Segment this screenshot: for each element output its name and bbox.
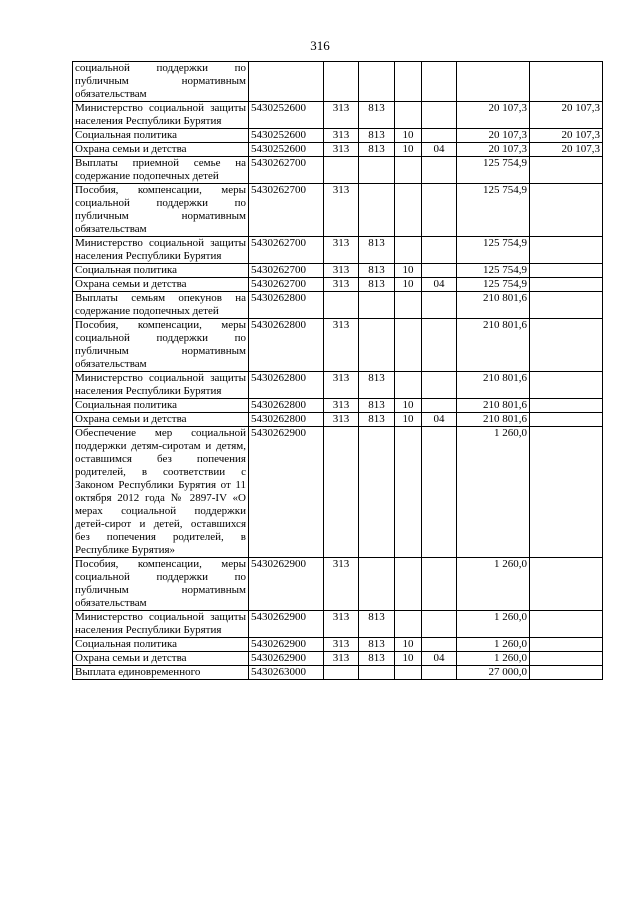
section-code-cell [324,427,359,558]
subchapter-code-cell: 04 [422,143,457,157]
ministry-code-cell [359,427,395,558]
chapter-code-cell: 10 [395,652,422,666]
subchapter-code-cell [422,129,457,143]
subchapter-code-cell [422,427,457,558]
amount-secondary-cell [530,372,603,399]
amount-cell: 210 801,6 [457,372,530,399]
ministry-code-cell [359,62,395,102]
section-code-cell: 313 [324,611,359,638]
table-row [73,399,603,413]
subchapter-code-cell [422,62,457,102]
amount-secondary-cell [530,237,603,264]
target-code-cell: 5430262700 [249,237,324,264]
chapter-code-cell [395,319,422,372]
subchapter-code-cell: 04 [422,413,457,427]
ministry-code-cell: 813 [359,638,395,652]
amount-cell: 20 107,3 [457,102,530,129]
row-name-cell: Социальная политика [73,264,249,278]
target-code-cell: 5430263000 [249,666,324,680]
section-code-cell: 313 [324,399,359,413]
chapter-code-cell: 10 [395,399,422,413]
target-code-cell: 5430262900 [249,558,324,611]
amount-secondary-cell [530,427,603,558]
target-code-cell: 5430262800 [249,399,324,413]
table-body [73,62,603,680]
row-name-cell: Охрана семьи и детства [73,652,249,666]
amount-cell: 20 107,3 [457,129,530,143]
chapter-code-cell [395,157,422,184]
table-row [73,184,603,237]
section-code-cell: 313 [324,558,359,611]
amount-cell: 1 260,0 [457,558,530,611]
ministry-code-cell: 813 [359,413,395,427]
row-name-cell: Социальная политика [73,638,249,652]
amount-secondary-cell [530,62,603,102]
target-code-cell: 5430262900 [249,611,324,638]
chapter-code-cell [395,558,422,611]
amount-secondary-cell [530,264,603,278]
row-name-cell: Министерство социальной защиты населения Республики Бурятия [73,102,249,129]
amount-cell: 20 107,3 [457,143,530,157]
target-code-cell: 5430262700 [249,278,324,292]
section-code-cell: 313 [324,237,359,264]
amount-cell: 125 754,9 [457,184,530,237]
table-row [73,638,603,652]
row-name-cell: Министерство социальной защиты населения Республики Бурятия [73,237,249,264]
table-row [73,558,603,611]
chapter-code-cell [395,427,422,558]
row-name-cell: Выплата единовременного [73,666,249,680]
target-code-cell: 5430262700 [249,157,324,184]
section-code-cell: 313 [324,413,359,427]
ministry-code-cell [359,184,395,237]
subchapter-code-cell [422,264,457,278]
ministry-code-cell [359,319,395,372]
amount-cell: 1 260,0 [457,427,530,558]
section-code-cell [324,666,359,680]
table-row [73,292,603,319]
amount-secondary-cell [530,399,603,413]
ministry-code-cell [359,292,395,319]
subchapter-code-cell [422,102,457,129]
subchapter-code-cell [422,319,457,372]
ministry-code-cell: 813 [359,372,395,399]
row-name-cell: Выплаты семьям опекунов на содержание подопечных детей [73,292,249,319]
amount-cell: 210 801,6 [457,319,530,372]
target-code-cell: 5430262800 [249,413,324,427]
table-row [73,237,603,264]
ministry-code-cell [359,666,395,680]
amount-cell: 125 754,9 [457,264,530,278]
amount-cell: 1 260,0 [457,638,530,652]
target-code-cell: 5430262800 [249,319,324,372]
amount-secondary-cell [530,666,603,680]
section-code-cell [324,62,359,102]
ministry-code-cell: 813 [359,278,395,292]
ministry-code-cell: 813 [359,102,395,129]
budget-table [72,61,603,680]
target-code-cell: 5430262700 [249,264,324,278]
amount-cell: 27 000,0 [457,666,530,680]
subchapter-code-cell [422,666,457,680]
table-row [73,372,603,399]
amount-secondary-cell: 20 107,3 [530,102,603,129]
chapter-code-cell: 10 [395,413,422,427]
amount-cell: 1 260,0 [457,611,530,638]
chapter-code-cell [395,292,422,319]
subchapter-code-cell [422,372,457,399]
ministry-code-cell: 813 [359,143,395,157]
table-row [73,62,603,102]
subchapter-code-cell [422,611,457,638]
target-code-cell: 5430252600 [249,102,324,129]
amount-cell [457,62,530,102]
target-code-cell: 5430262800 [249,292,324,319]
row-name-cell: Пособия, компенсации, меры социальной поддержки по публичным нормативным обязательствам [73,319,249,372]
row-name-cell: Охрана семьи и детства [73,413,249,427]
table-row [73,413,603,427]
subchapter-code-cell [422,184,457,237]
target-code-cell: 5430262900 [249,652,324,666]
section-code-cell [324,292,359,319]
chapter-code-cell [395,372,422,399]
subchapter-code-cell [422,157,457,184]
section-code-cell: 313 [324,278,359,292]
amount-cell: 210 801,6 [457,292,530,319]
amount-secondary-cell [530,652,603,666]
chapter-code-cell: 10 [395,278,422,292]
amount-cell: 125 754,9 [457,237,530,264]
table-row [73,611,603,638]
table-row [73,264,603,278]
target-code-cell: 5430252600 [249,143,324,157]
amount-secondary-cell: 20 107,3 [530,143,603,157]
amount-cell: 210 801,6 [457,413,530,427]
target-code-cell [249,62,324,102]
row-name-cell: Министерство социальной защиты населения Республики Бурятия [73,611,249,638]
chapter-code-cell [395,184,422,237]
amount-cell: 125 754,9 [457,157,530,184]
table-row [73,319,603,372]
row-name-cell: Обеспечение мер социальной поддержки детям-сиротам и детям, оставшимся без попечения родителей, в соответствии с Законом Республики Бурятия от 11 октября 2012 года № 2897-IV «О мерах социальной поддержки детей-сирот и детей, оставшихся без попечения родителей, в Республике Бурятия» [73,427,249,558]
row-name-cell: Социальная политика [73,129,249,143]
section-code-cell: 313 [324,143,359,157]
amount-secondary-cell [530,319,603,372]
row-name-cell: Охрана семьи и детства [73,143,249,157]
table-row [73,143,603,157]
page-number: 316 [310,38,330,53]
chapter-code-cell [395,102,422,129]
amount-cell: 1 260,0 [457,652,530,666]
section-code-cell: 313 [324,184,359,237]
table-row [73,129,603,143]
section-code-cell: 313 [324,652,359,666]
row-name-cell: Социальная политика [73,399,249,413]
amount-secondary-cell: 20 107,3 [530,129,603,143]
amount-secondary-cell [530,278,603,292]
amount-secondary-cell [530,413,603,427]
amount-secondary-cell [530,558,603,611]
section-code-cell: 313 [324,372,359,399]
section-code-cell: 313 [324,319,359,372]
ministry-code-cell [359,157,395,184]
ministry-code-cell: 813 [359,264,395,278]
row-name-cell: Охрана семьи и детства [73,278,249,292]
row-name-cell: Министерство социальной защиты населения Республики Бурятия [73,372,249,399]
subchapter-code-cell: 04 [422,652,457,666]
row-name-cell: социальной поддержки по публичным нормативным обязательствам [73,62,249,102]
chapter-code-cell: 10 [395,143,422,157]
chapter-code-cell [395,237,422,264]
chapter-code-cell: 10 [395,264,422,278]
table-row [73,278,603,292]
amount-secondary-cell [530,638,603,652]
table-row [73,102,603,129]
ministry-code-cell: 813 [359,129,395,143]
chapter-code-cell: 10 [395,129,422,143]
ministry-code-cell [359,558,395,611]
section-code-cell: 313 [324,102,359,129]
amount-secondary-cell [530,611,603,638]
section-code-cell: 313 [324,264,359,278]
target-code-cell: 5430262900 [249,427,324,558]
amount-secondary-cell [530,184,603,237]
subchapter-code-cell [422,638,457,652]
table-row [73,652,603,666]
ministry-code-cell: 813 [359,237,395,264]
amount-secondary-cell [530,292,603,319]
chapter-code-cell [395,62,422,102]
subchapter-code-cell [422,292,457,319]
subchapter-code-cell [422,558,457,611]
amount-cell: 125 754,9 [457,278,530,292]
row-name-cell: Пособия, компенсации, меры социальной поддержки по публичным нормативным обязательствам [73,184,249,237]
table-row [73,157,603,184]
amount-cell: 210 801,6 [457,399,530,413]
table-row [73,427,603,558]
subchapter-code-cell [422,399,457,413]
chapter-code-cell [395,611,422,638]
row-name-cell: Выплаты приемной семье на содержание подопечных детей [73,157,249,184]
chapter-code-cell [395,666,422,680]
amount-secondary-cell [530,157,603,184]
target-code-cell: 5430262900 [249,638,324,652]
subchapter-code-cell: 04 [422,278,457,292]
row-name-cell: Пособия, компенсации, меры социальной поддержки по публичным нормативным обязательствам [73,558,249,611]
ministry-code-cell: 813 [359,652,395,666]
table-row [73,666,603,680]
target-code-cell: 5430252600 [249,129,324,143]
ministry-code-cell: 813 [359,399,395,413]
ministry-code-cell: 813 [359,611,395,638]
target-code-cell: 5430262700 [249,184,324,237]
section-code-cell [324,157,359,184]
subchapter-code-cell [422,237,457,264]
section-code-cell: 313 [324,638,359,652]
chapter-code-cell: 10 [395,638,422,652]
target-code-cell: 5430262800 [249,372,324,399]
section-code-cell: 313 [324,129,359,143]
